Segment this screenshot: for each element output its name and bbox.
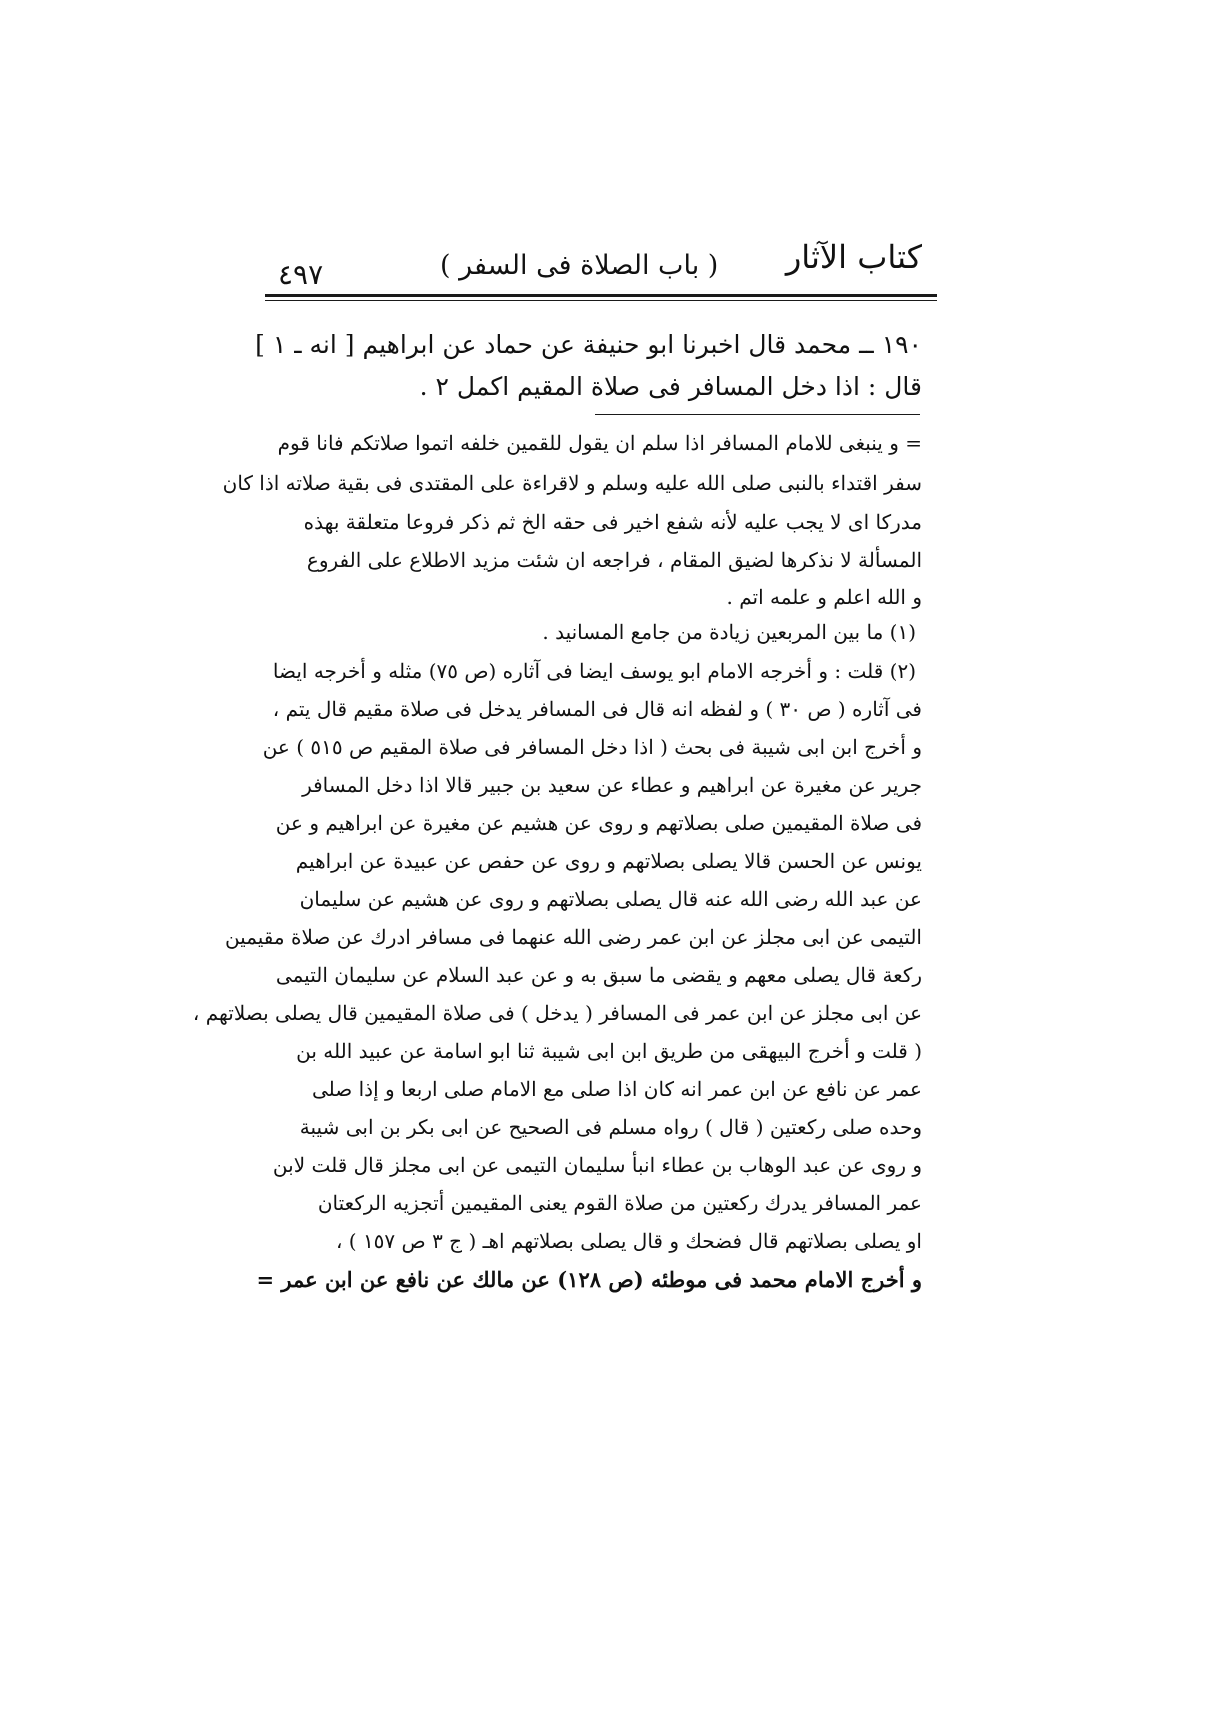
header-rule-thin [265, 300, 937, 301]
page-number: ٤٩٧ [278, 258, 324, 291]
commentary-line-3: مدركا اى لا يجب عليه لأنه شفع اخير فى حقه الخ ثم ذكر فروعا متعلقة بهذه [303, 510, 922, 534]
footnote-2-line-2: فى آثاره ( ص ٣٠ ) و لفظه انه قال فى المسافر يدخل فى صلاة مقيم قال يتم ، [272, 697, 922, 721]
footnote-2-line-16: او يصلى بصلاتهم قال فضحك و قال يصلى بصلاتهم اهـ ( ج ٣ ص ١٥٧ ) ، [335, 1229, 922, 1253]
footnote-2-line-1: (٢) قلت : و أخرجه الامام ابو يوسف ايضا فى آثاره (ص ٧٥) مثله و أخرجه ايضا [272, 659, 916, 683]
running-header-book-title: كتاب الآثار [785, 238, 922, 276]
footnote-2-line-13: وحده صلى ركعتين ( قال ) رواه مسلم فى الصحيح عن ابى بكر بن ابى شيبة [299, 1115, 922, 1139]
commentary-line-5: و الله اعلم و علمه اتم . [726, 585, 922, 609]
footnote-2-line-12: عمر عن نافع عن ابن عمر انه كان اذا صلى مع الامام صلى اربعا و إذا صلى [311, 1077, 922, 1101]
footnote-2-line-5: فى صلاة المقيمين صلى بصلاتهم و روى عن هشيم عن مغيرة عن ابراهيم و عن [275, 811, 922, 835]
footnote-2-line-7: عن عبد الله رضى الله عنه قال يصلى بصلاتهم و روى عن هشيم عن سليمان [299, 887, 922, 911]
main-text-line-2: قال : اذا دخل المسافر فى صلاة المقيم اكمل ٢ . [419, 372, 922, 401]
footnote-2-line-9: ركعة قال يصلى معهم و يقضى ما سبق به و عن عبد السلام عن سليمان التيمى [275, 963, 922, 987]
header-rule-thick [265, 294, 937, 297]
footnote-2-line-4: جرير عن مغيرة عن ابراهيم و عطاء عن سعيد بن جبير قالا اذا دخل المسافر [302, 773, 922, 797]
footnote-2-line-11: ( قلت و أخرج البيهقى من طريق ابن ابى شيبة ثنا ابو اسامة عن عبيد الله بن [296, 1039, 922, 1063]
footnote-2-line-6: يونس عن الحسن قالا يصلى بصلاتهم و روى عن حفص عن عبيدة عن ابراهيم [295, 849, 922, 873]
commentary-line-2: سفر اقتداء بالنبى صلى الله عليه وسلم و لاقراءة على المقتدى فى بقية صلاته اذا كان [222, 471, 922, 495]
footnote-2-line-10: عن ابى مجلز عن ابن عمر فى المسافر ( يدخل ) فى صلاة المقيمين قال يصلى بصلاتهم ، [192, 1001, 922, 1025]
main-text-separator [595, 414, 920, 415]
footnote-2-line-17: و أخرج الامام محمد فى موطئه (ص ١٢٨) عن مالك عن نافع عن ابن عمر = [256, 1267, 922, 1292]
footnote-2-line-8: التيمى عن ابى مجلز عن ابن عمر رضى الله عنهما فى مسافر ادرك عن صلاة مقيمين [224, 925, 922, 949]
commentary-line-4: المسألة لا نذكرها لضيق المقام ، فراجعه ان شئت مزيد الاطلاع على الفروع [306, 548, 922, 572]
commentary-line-1: = و ينبغى للامام المسافر اذا سلم ان يقول للقمين خلفه اتموا صلاتكم فانا قوم [277, 431, 922, 455]
footnote-2-line-15: عمر المسافر يدرك ركعتين من صلاة القوم يعنى المقيمين أتجزيه الركعتان [317, 1191, 922, 1215]
footnote-2-line-14: و روى عن عبد الوهاب بن عطاء انبأ سليمان التيمى عن ابى مجلز قال قلت لابن [272, 1153, 922, 1177]
footnote-2-line-3: و أخرج ابن ابى شيبة فى بحث ( اذا دخل المسافر فى صلاة المقيم ص ٥١٥ ) عن [262, 735, 922, 759]
running-header-chapter-title: ( باب الصلاة فى السفر ) [440, 250, 719, 281]
footnote-1: (١) ما بين المربعين زيادة من جامع المسانيد . [542, 620, 916, 644]
main-text-line-1: ١٩٠ ــ محمد قال اخبرنا ابو حنيفة عن حماد عن ابراهيم [ انه ـ ١ ] [255, 330, 922, 359]
